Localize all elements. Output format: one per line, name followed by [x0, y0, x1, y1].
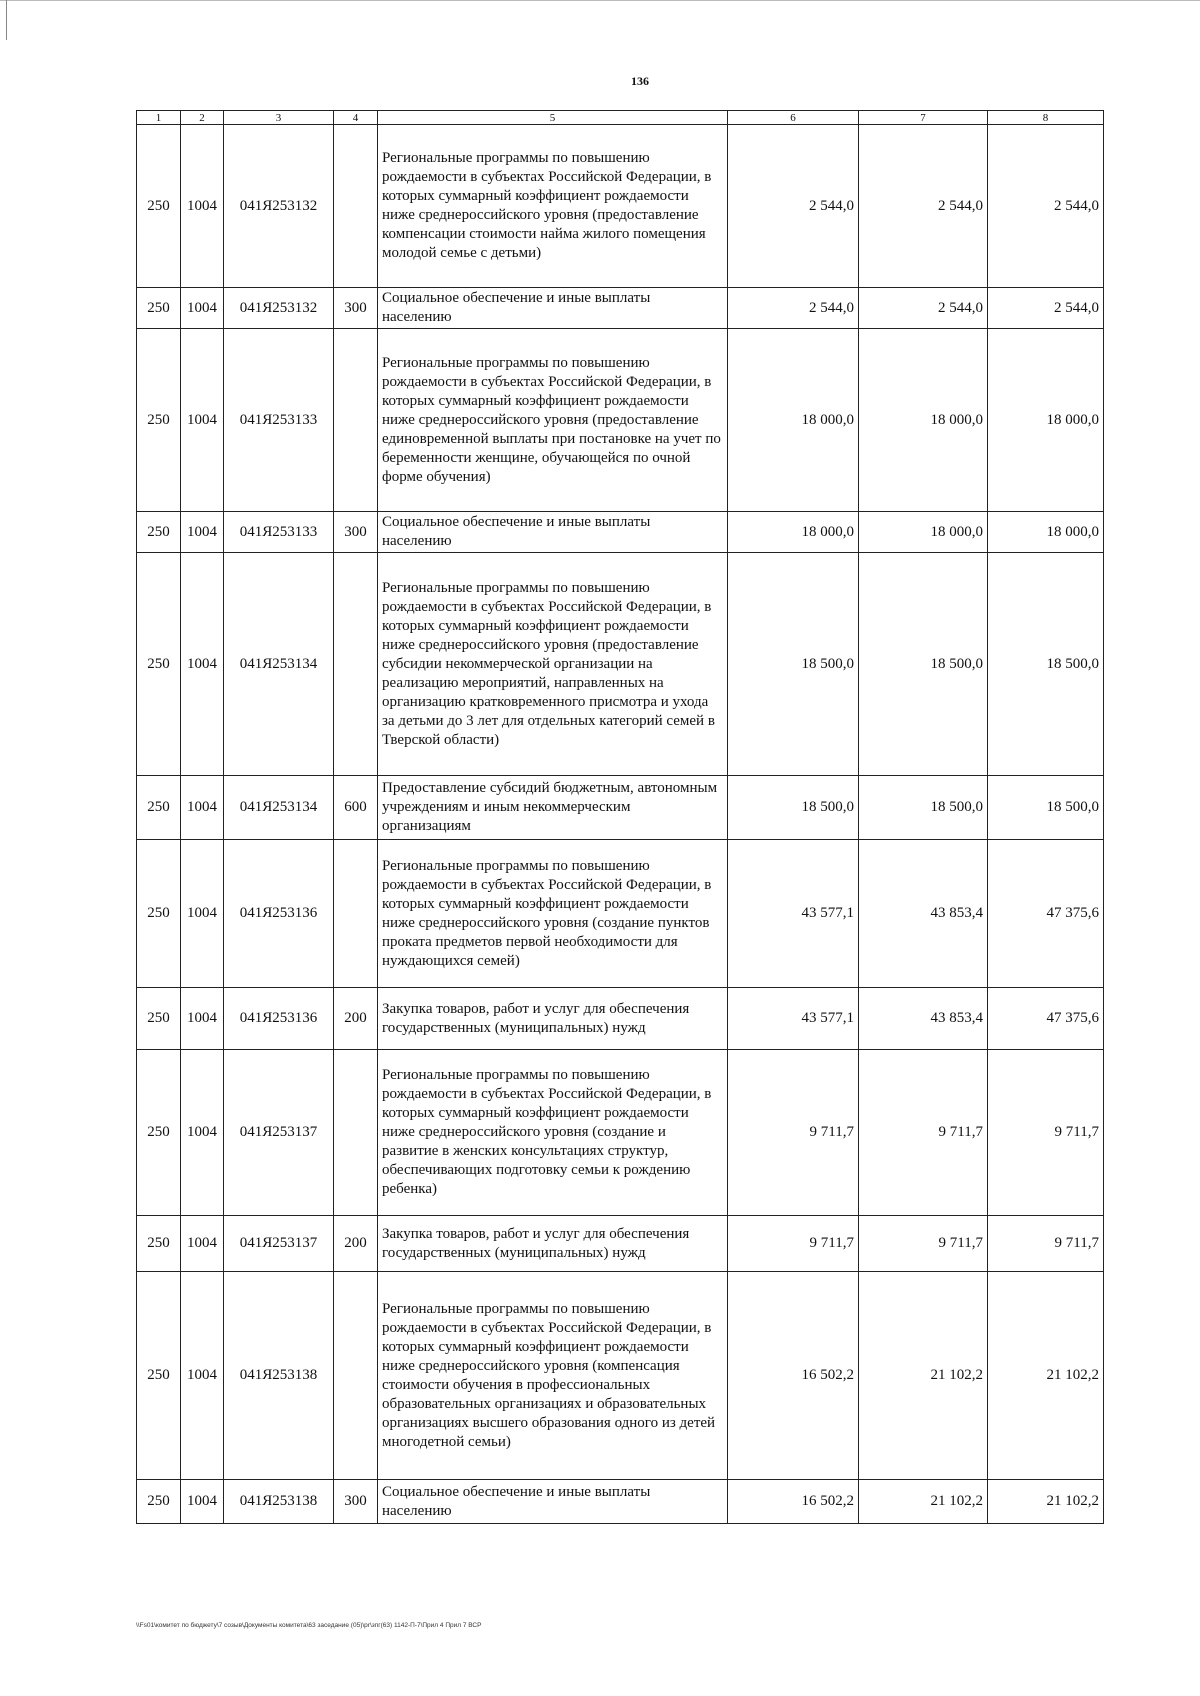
- cell-col4: [334, 329, 378, 512]
- cell-col3: 041Я253136: [224, 988, 334, 1050]
- cell-col2: 1004: [181, 1050, 224, 1216]
- cell-col6: 43 577,1: [728, 988, 859, 1050]
- cell-col3: 041Я253137: [224, 1216, 334, 1272]
- cell-col8: 47 375,6: [988, 840, 1104, 988]
- cell-col8: 18 500,0: [988, 553, 1104, 776]
- cell-col6: 18 500,0: [728, 553, 859, 776]
- cell-col7: 9 711,7: [859, 1050, 988, 1216]
- cell-col6: 18 500,0: [728, 776, 859, 840]
- cell-description: Социальное обеспечение и иные выплаты населению: [378, 1480, 728, 1524]
- table-row: [137, 512, 1104, 553]
- cell-col1: 250: [137, 125, 181, 288]
- table-row: [137, 1050, 1104, 1216]
- table-row: [137, 329, 1104, 512]
- column-header: 3: [224, 111, 334, 125]
- cell-col7: 18 000,0: [859, 512, 988, 553]
- cell-col2: 1004: [181, 288, 224, 329]
- table-row: [137, 1272, 1104, 1480]
- cell-col8: 47 375,6: [988, 988, 1104, 1050]
- cell-description: Региональные программы по повышению рождаемости в субъектах Российской Федерации, в которых суммарный коэффициент рождаемости ниже среднероссийского уровня (предоставление субсидии некоммерческой организации на реализацию мероприятий, направленных на организацию кратковременного присмотра и ухода за детьми до 3 лет для отдельных категорий семей в Тверской области): [378, 553, 728, 776]
- cell-col8: 9 711,7: [988, 1216, 1104, 1272]
- column-header: 1: [137, 111, 181, 125]
- cell-col2: 1004: [181, 329, 224, 512]
- cell-col4: [334, 1272, 378, 1480]
- cell-description: Региональные программы по повышению рождаемости в субъектах Российской Федерации, в которых суммарный коэффициент рождаемости ниже среднероссийского уровня (создание и развитие в женских консультациях структур, обеспечивающих подготовку семьи к рождению ребенка): [378, 1050, 728, 1216]
- cell-description: Предоставление субсидий бюджетным, автономным учреждениям и иным некоммерческим организациям: [378, 776, 728, 840]
- cell-col6: 9 711,7: [728, 1216, 859, 1272]
- cell-col8: 21 102,2: [988, 1480, 1104, 1524]
- cell-col1: 250: [137, 1480, 181, 1524]
- cell-col8: 2 544,0: [988, 288, 1104, 329]
- header-row: [137, 111, 1104, 125]
- column-header: 5: [378, 111, 728, 125]
- cell-col3: 041Я253133: [224, 329, 334, 512]
- cell-col2: 1004: [181, 512, 224, 553]
- table-row: [137, 125, 1104, 288]
- column-header: 4: [334, 111, 378, 125]
- table-row: [137, 553, 1104, 776]
- cell-col1: 250: [137, 329, 181, 512]
- cell-col6: 16 502,2: [728, 1272, 859, 1480]
- cell-col2: 1004: [181, 1272, 224, 1480]
- cell-description: Региональные программы по повышению рождаемости в субъектах Российской Федерации, в которых суммарный коэффициент рождаемости ниже среднероссийского уровня (компенсация стоимости обучения в профессиональных образовательных организациях и образовательных организациях высшего образования одного из детей многодетной семьи): [378, 1272, 728, 1480]
- cell-col3: 041Я253132: [224, 125, 334, 288]
- column-header: 8: [988, 111, 1104, 125]
- cell-col1: 250: [137, 1050, 181, 1216]
- cell-description: Социальное обеспечение и иные выплаты населению: [378, 288, 728, 329]
- cell-col2: 1004: [181, 1216, 224, 1272]
- cell-col6: 18 000,0: [728, 512, 859, 553]
- cell-col8: 21 102,2: [988, 1272, 1104, 1480]
- cell-col3: 041Я253134: [224, 553, 334, 776]
- cell-col4: 200: [334, 1216, 378, 1272]
- cell-col1: 250: [137, 988, 181, 1050]
- scan-edge-line-top: [0, 0, 1200, 1]
- cell-col3: 041Я253133: [224, 512, 334, 553]
- cell-col6: 2 544,0: [728, 288, 859, 329]
- page-number: 136: [631, 74, 649, 88]
- cell-description: Закупка товаров, работ и услуг для обеспечения государственных (муниципальных) нужд: [378, 988, 728, 1050]
- cell-description: Региональные программы по повышению рождаемости в субъектах Российской Федерации, в которых суммарный коэффициент рождаемости ниже среднероссийского уровня (предоставление компенсации стоимости найма жилого помещения молодой семье с детьми): [378, 125, 728, 288]
- table-row: [137, 288, 1104, 329]
- cell-col4: [334, 125, 378, 288]
- cell-col3: 041Я253132: [224, 288, 334, 329]
- cell-col4: 300: [334, 1480, 378, 1524]
- cell-col6: 9 711,7: [728, 1050, 859, 1216]
- table-row: [137, 1216, 1104, 1272]
- cell-col6: 16 502,2: [728, 1480, 859, 1524]
- cell-col2: 1004: [181, 988, 224, 1050]
- cell-col6: 43 577,1: [728, 840, 859, 988]
- cell-col1: 250: [137, 553, 181, 776]
- cell-col8: 18 000,0: [988, 329, 1104, 512]
- cell-col7: 9 711,7: [859, 1216, 988, 1272]
- table-row: [137, 988, 1104, 1050]
- cell-col2: 1004: [181, 776, 224, 840]
- cell-col8: 18 000,0: [988, 512, 1104, 553]
- cell-col7: 18 000,0: [859, 329, 988, 512]
- cell-col3: 041Я253138: [224, 1480, 334, 1524]
- cell-col8: 18 500,0: [988, 776, 1104, 840]
- cell-col1: 250: [137, 776, 181, 840]
- cell-col1: 250: [137, 512, 181, 553]
- cell-description: Социальное обеспечение и иные выплаты населению: [378, 512, 728, 553]
- cell-col1: 250: [137, 1216, 181, 1272]
- cell-col7: 18 500,0: [859, 776, 988, 840]
- cell-col2: 1004: [181, 840, 224, 988]
- cell-description: Региональные программы по повышению рождаемости в субъектах Российской Федерации, в которых суммарный коэффициент рождаемости ниже среднероссийского уровня (предоставление единовременной выплаты при постановке на учет по беременности женщине, обучающейся по очной форме обучения): [378, 329, 728, 512]
- column-header: 7: [859, 111, 988, 125]
- cell-col4: 600: [334, 776, 378, 840]
- cell-col7: 2 544,0: [859, 288, 988, 329]
- cell-col2: 1004: [181, 553, 224, 776]
- cell-description: Региональные программы по повышению рождаемости в субъектах Российской Федерации, в которых суммарный коэффициент рождаемости ниже среднероссийского уровня (создание пунктов проката предметов первой необходимости для нуждающихся семей): [378, 840, 728, 988]
- cell-col4: 200: [334, 988, 378, 1050]
- cell-col3: 041Я253136: [224, 840, 334, 988]
- cell-col4: [334, 1050, 378, 1216]
- cell-col8: 2 544,0: [988, 125, 1104, 288]
- cell-col7: 2 544,0: [859, 125, 988, 288]
- cell-col7: 43 853,4: [859, 988, 988, 1050]
- cell-col1: 250: [137, 288, 181, 329]
- cell-col6: 18 000,0: [728, 329, 859, 512]
- table-row: [137, 776, 1104, 840]
- budget-table: [136, 110, 1104, 1524]
- table-row: [137, 840, 1104, 988]
- cell-col4: 300: [334, 288, 378, 329]
- column-header: 2: [181, 111, 224, 125]
- cell-col3: 041Я253134: [224, 776, 334, 840]
- cell-description: Закупка товаров, работ и услуг для обеспечения государственных (муниципальных) нужд: [378, 1216, 728, 1272]
- cell-col4: 300: [334, 512, 378, 553]
- cell-col7: 18 500,0: [859, 553, 988, 776]
- cell-col3: 041Я253138: [224, 1272, 334, 1480]
- cell-col7: 43 853,4: [859, 840, 988, 988]
- table-row: [137, 1480, 1104, 1524]
- cell-col2: 1004: [181, 1480, 224, 1524]
- scan-edge-line-left: [6, 0, 7, 40]
- cell-col1: 250: [137, 1272, 181, 1480]
- cell-col3: 041Я253137: [224, 1050, 334, 1216]
- cell-col6: 2 544,0: [728, 125, 859, 288]
- cell-col1: 250: [137, 840, 181, 988]
- footer-file-path: \\Fs01\комитет по бюджету\7 созыв\Документы комитета\63 заседание (05)\pr\зпг(63) 1142-П-7\Прил 4 Прил 7 ВСР: [136, 1622, 482, 1629]
- cell-col7: 21 102,2: [859, 1480, 988, 1524]
- cell-col2: 1004: [181, 125, 224, 288]
- cell-col4: [334, 553, 378, 776]
- cell-col7: 21 102,2: [859, 1272, 988, 1480]
- cell-col8: 9 711,7: [988, 1050, 1104, 1216]
- column-header: 6: [728, 111, 859, 125]
- cell-col4: [334, 840, 378, 988]
